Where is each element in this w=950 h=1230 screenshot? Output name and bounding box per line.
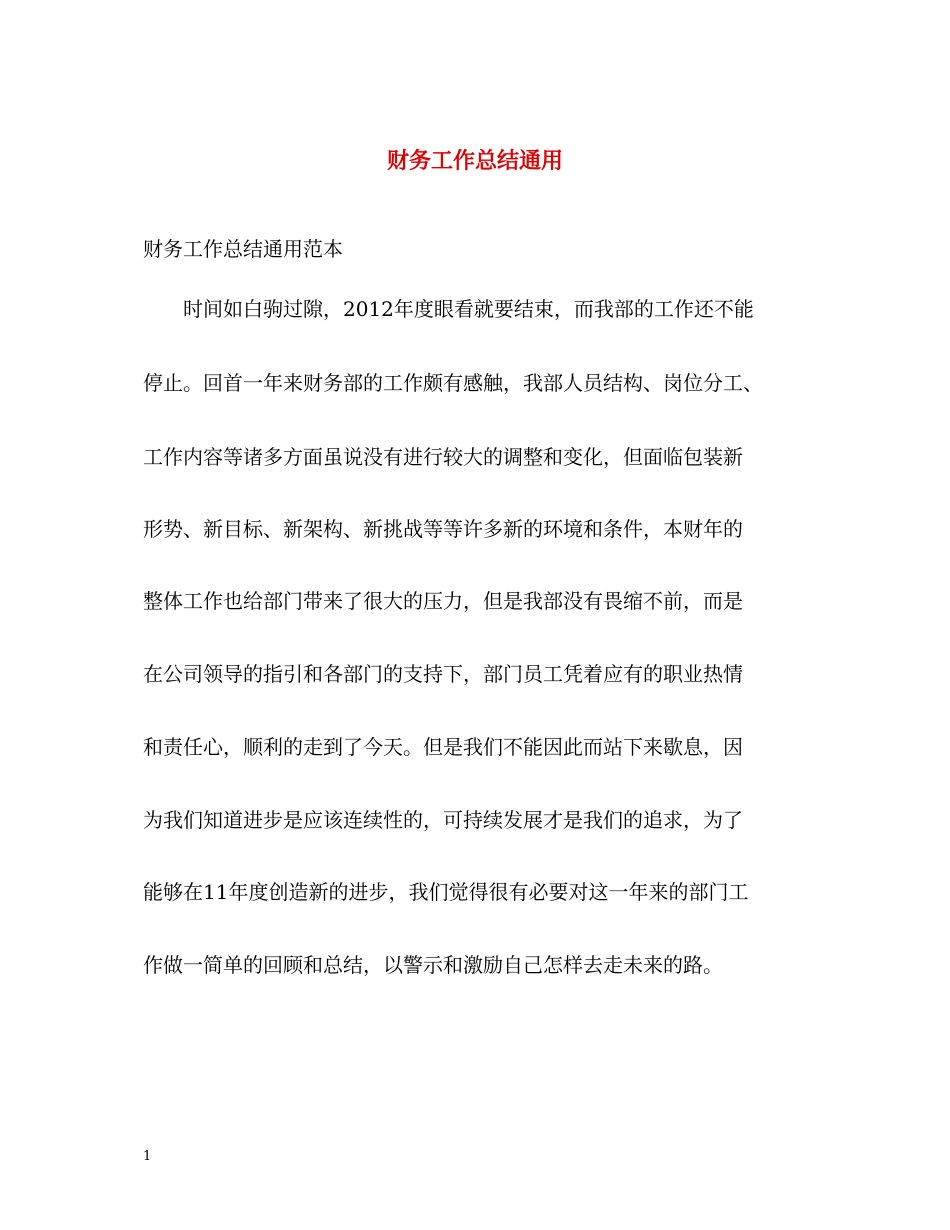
- document-subtitle: 财务工作总结通用范本: [143, 237, 343, 261]
- paragraph-line: 整体工作也给部门带来了很大的压力，但是我部没有畏缩不前，而是: [143, 589, 743, 613]
- paragraph-line: 时间如白驹过隙，2012年度眼看就要结束，而我部的工作还不能: [183, 297, 754, 321]
- paragraph-line: 作做一简单的回顾和总结，以警示和激励自己怎样去走未来的路。: [143, 953, 723, 977]
- document-title: 财务工作总结通用: [386, 148, 563, 174]
- paragraph-line: 工作内容等诸多方面虽说没有进行较大的调整和变化，但面临包装新: [143, 445, 743, 469]
- paragraph-line: 能够在11年度创造新的进步，我们觉得很有必要对这一年来的部门工: [143, 880, 749, 904]
- paragraph-line: 形势、新目标、新架构、新挑战等等许多新的环境和条件，本财年的: [143, 517, 743, 541]
- paragraph-line: 在公司领导的指引和各部门的支持下，部门员工凭着应有的职业热情: [143, 662, 743, 686]
- paragraph-line: 为我们知道进步是应该连续性的，可持续发展才是我们的追求，为了: [143, 808, 743, 832]
- page-number: 1: [143, 1149, 152, 1164]
- paragraph-line: 停止。回首一年来财务部的工作颇有感触，我部人员结构、岗位分工、: [143, 371, 763, 395]
- paragraph-line: 和责任心，顺利的走到了今天。但是我们不能因此而站下来歇息，因: [143, 735, 743, 759]
